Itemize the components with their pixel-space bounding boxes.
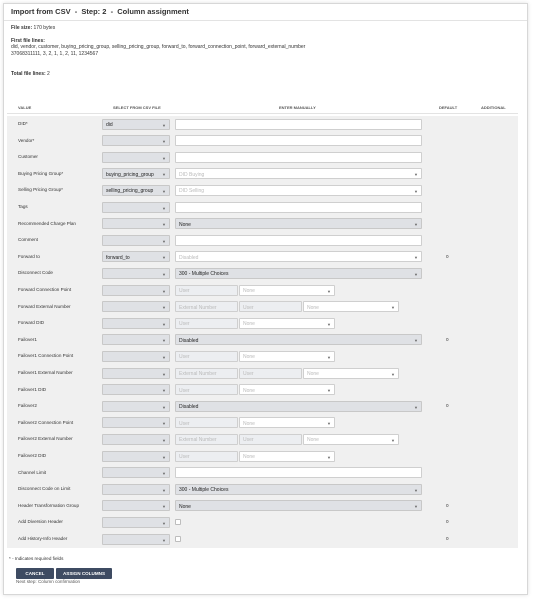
- external-number-input[interactable]: [175, 301, 238, 312]
- manual-select[interactable]: [175, 401, 422, 412]
- csv-select-value: selling_pricing_group: [106, 188, 154, 195]
- manual-select-value: DID Selling: [179, 188, 205, 195]
- chevron-down-icon: ▼: [327, 388, 331, 394]
- csv-column-select[interactable]: [102, 467, 170, 478]
- row-label: Failover2 External Number: [18, 436, 73, 442]
- table-row: [7, 249, 518, 266]
- table-row: [7, 415, 518, 432]
- row-label: Customer: [18, 154, 38, 160]
- external-number-placeholder: External Number: [179, 304, 217, 311]
- connection-select[interactable]: [303, 301, 399, 312]
- row-label: Comment: [18, 237, 38, 243]
- default-value: 0: [446, 519, 449, 525]
- connection-select[interactable]: [239, 417, 335, 428]
- col-select-csv: SELECT FROM CSV FILE: [113, 105, 161, 110]
- row-label: Recommended Charge Plan: [18, 220, 76, 226]
- chevron-down-icon: ▼: [162, 305, 166, 311]
- chevron-down-icon: ▼: [162, 338, 166, 344]
- user-placeholder: User: [179, 321, 190, 328]
- connection-select-value: None: [307, 437, 319, 444]
- chevron-down-icon: ▼: [414, 338, 418, 344]
- table-row: [7, 365, 518, 382]
- user-input[interactable]: [239, 301, 302, 312]
- external-number-placeholder: External Number: [179, 371, 217, 377]
- manual-select-value: None: [179, 221, 191, 228]
- required-note: * - Indicates required fields: [9, 556, 64, 561]
- table-row: [7, 332, 518, 349]
- table-row: [7, 299, 518, 316]
- table-row: [7, 199, 518, 216]
- manual-checkbox[interactable]: [175, 519, 181, 525]
- row-label: Forward Connection Point: [18, 287, 72, 292]
- table-row: [7, 348, 518, 365]
- manual-text-input[interactable]: [175, 119, 422, 130]
- row-label: Failover1 DID: [18, 386, 47, 392]
- external-number-input[interactable]: [175, 434, 238, 445]
- user-input[interactable]: [239, 368, 302, 379]
- chevron-down-icon: ▼: [162, 404, 166, 410]
- row-label: Failover1: [18, 336, 37, 342]
- chevron-down-icon: ▼: [391, 437, 395, 443]
- table-row: [7, 216, 518, 233]
- chevron-down-icon: ▼: [162, 238, 166, 244]
- connection-select-value: None: [243, 420, 255, 427]
- assign-columns-button[interactable]: ASSIGN COLUMNS: [56, 568, 112, 579]
- chevron-down-icon: ▼: [414, 487, 418, 493]
- chevron-down-icon: ▼: [162, 537, 166, 543]
- chevron-down-icon: ▼: [414, 504, 418, 510]
- chevron-down-icon: ▼: [162, 271, 166, 277]
- chevron-down-icon: ▼: [391, 305, 395, 311]
- chevron-down-icon: ▼: [162, 437, 166, 443]
- manual-text-input[interactable]: [175, 202, 422, 213]
- row-label: Failover2 DID: [18, 453, 47, 458]
- row-label: Selling Pricing Group*: [18, 187, 63, 193]
- manual-select-value: Disabled: [179, 404, 199, 411]
- user-placeholder: User: [243, 437, 254, 444]
- default-value: 0: [446, 403, 449, 409]
- row-label: Tags: [18, 204, 28, 209]
- user-placeholder: User: [179, 420, 190, 427]
- external-number-input[interactable]: [175, 368, 238, 379]
- table-row: [7, 431, 518, 448]
- csv-column-select[interactable]: [102, 152, 170, 163]
- chevron-down-icon: ▼: [162, 471, 166, 477]
- chevron-down-icon: ▼: [162, 354, 166, 360]
- first-line-1: did, vendor, customer, buying_pricing_group, selling_pricing_group, forward_to, forward_connection_point, forward_external_number: [11, 44, 306, 50]
- default-value: 0: [446, 253, 449, 259]
- chevron-down-icon: ▼: [162, 288, 166, 294]
- connection-select[interactable]: [303, 434, 399, 445]
- row-label: Forward External Number: [18, 303, 71, 309]
- csv-column-select[interactable]: [102, 285, 170, 296]
- chevron-down-icon: ▼: [162, 222, 166, 228]
- col-enter-manually: ENTER MANUALLY: [279, 105, 316, 110]
- user-placeholder: User: [179, 387, 190, 394]
- user-input[interactable]: [175, 384, 238, 395]
- chevron-down-icon: ▼: [162, 122, 166, 128]
- chevron-down-icon: ▼: [414, 404, 418, 410]
- chevron-down-icon: ▼: [162, 371, 166, 377]
- csv-column-select[interactable]: [102, 251, 170, 262]
- chevron-down-icon: ▼: [327, 354, 331, 360]
- user-input[interactable]: [175, 318, 238, 329]
- user-input[interactable]: [239, 434, 302, 445]
- manual-select-value: DID Buying: [179, 171, 205, 178]
- chevron-down-icon: ▼: [162, 321, 166, 327]
- table-row: [7, 315, 518, 332]
- table-row: [7, 498, 518, 515]
- row-label: Forward DID: [18, 320, 45, 326]
- csv-column-select[interactable]: [102, 334, 170, 345]
- manual-select[interactable]: [175, 251, 422, 262]
- chevron-down-icon: ▼: [414, 172, 418, 178]
- first-line-2: 37068311111, 3, 2, 1, 1, 2, 11, 1234567: [11, 50, 99, 57]
- row-label: Vendor*: [18, 137, 35, 143]
- chevron-down-icon: ▼: [327, 454, 331, 460]
- total-lines-label: Total file lines:: [11, 71, 46, 77]
- manual-select[interactable]: [175, 500, 422, 511]
- row-label: Header Transformation Group: [18, 502, 80, 508]
- next-step-text: Next step: Column confirmation: [16, 579, 81, 584]
- chevron-down-icon: ▼: [414, 188, 418, 194]
- manual-checkbox[interactable]: [175, 536, 181, 542]
- csv-column-select[interactable]: [102, 517, 170, 528]
- chevron-down-icon: ▼: [327, 421, 331, 427]
- chevron-down-icon: ▼: [162, 205, 166, 211]
- manual-select[interactable]: [175, 484, 422, 495]
- default-value: 0: [446, 336, 449, 342]
- default-value: 0: [446, 502, 449, 508]
- csv-column-select[interactable]: [102, 500, 170, 511]
- csv-column-select[interactable]: [102, 451, 170, 462]
- manual-select-value: 300 - Multiple Choices: [179, 271, 229, 278]
- cancel-button[interactable]: CANCEL: [16, 568, 54, 579]
- manual-text-input[interactable]: [175, 135, 422, 146]
- csv-column-select[interactable]: [102, 218, 170, 229]
- first-lines-label: First file lines:: [11, 37, 45, 44]
- table-row: [7, 116, 518, 133]
- row-label: Failover1 Connection Point: [18, 353, 74, 359]
- csv-column-select[interactable]: [102, 368, 170, 379]
- row-label: Failover2: [18, 403, 37, 409]
- table-row: [7, 465, 518, 482]
- csv-column-select[interactable]: [102, 185, 170, 196]
- table-row: [7, 448, 518, 465]
- manual-text-input[interactable]: [175, 235, 422, 246]
- table-row: [7, 182, 518, 199]
- chevron-down-icon: ▼: [162, 421, 166, 427]
- manual-text-input[interactable]: [175, 152, 422, 163]
- chevron-down-icon: ▼: [414, 222, 418, 228]
- chevron-down-icon: ▼: [162, 454, 166, 460]
- table-row: [7, 514, 518, 531]
- row-label: Failover2 Connection Point: [18, 419, 74, 425]
- row-label: Add Diversion Header: [18, 519, 63, 525]
- csv-column-select[interactable]: [102, 434, 170, 445]
- csv-column-select[interactable]: [102, 401, 170, 412]
- chevron-down-icon: ▼: [162, 155, 166, 161]
- manual-select[interactable]: [175, 334, 422, 345]
- col-default: DEFAULT: [439, 105, 458, 110]
- external-number-placeholder: External Number: [179, 437, 217, 444]
- manual-select[interactable]: [175, 168, 422, 179]
- default-value: 0: [446, 536, 449, 541]
- user-placeholder: User: [179, 288, 190, 294]
- connection-select[interactable]: [239, 351, 335, 362]
- manual-select-value: 300 - Multiple Choices: [179, 487, 229, 494]
- table-row: [7, 232, 518, 249]
- csv-column-select[interactable]: [102, 168, 170, 179]
- csv-column-select[interactable]: [102, 534, 170, 545]
- user-placeholder: User: [243, 371, 254, 377]
- manual-select-value: Disabled: [179, 337, 199, 344]
- row-label: Disconnect Code on Limit: [18, 486, 71, 492]
- csv-select-value: buying_pricing_group: [106, 171, 154, 178]
- user-input[interactable]: [175, 351, 238, 362]
- csv-column-select[interactable]: [102, 417, 170, 428]
- connection-select[interactable]: [239, 285, 335, 296]
- table-row: [7, 382, 518, 399]
- table-header: [7, 102, 518, 114]
- csv-column-select[interactable]: [102, 318, 170, 329]
- csv-select-value: did: [106, 122, 113, 128]
- chevron-down-icon: ▼: [327, 288, 331, 294]
- file-size-value: 170 bytes: [33, 25, 56, 31]
- connection-select-value: None: [243, 321, 255, 328]
- row-label: Buying Pricing Group*: [18, 170, 64, 176]
- connection-select-value: None: [243, 454, 255, 460]
- chevron-down-icon: ▼: [162, 487, 166, 493]
- csv-column-select[interactable]: [102, 301, 170, 312]
- connection-select[interactable]: [239, 451, 335, 462]
- file-info: [4, 21, 527, 78]
- chevron-down-icon: ▼: [414, 255, 418, 261]
- connection-select-value: None: [243, 354, 255, 361]
- table-row: [7, 398, 518, 415]
- connection-select-value: None: [307, 371, 319, 377]
- connection-select-value: None: [307, 304, 319, 311]
- chevron-down-icon: ▼: [162, 520, 166, 526]
- chevron-down-icon: ▼: [162, 172, 166, 178]
- page-title: Import from CSV - Step: 2 - Column assignment: [4, 4, 527, 21]
- csv-column-select[interactable]: [102, 484, 170, 495]
- connection-select[interactable]: [239, 318, 335, 329]
- table-row: [7, 282, 518, 299]
- manual-select[interactable]: [175, 268, 422, 279]
- csv-select-value: forward_to: [106, 254, 130, 261]
- chevron-down-icon: ▼: [327, 321, 331, 327]
- user-input[interactable]: [175, 285, 238, 296]
- user-input[interactable]: [175, 451, 238, 462]
- user-placeholder: User: [179, 354, 190, 361]
- row-label: DID*: [18, 121, 28, 126]
- chevron-down-icon: ▼: [162, 504, 166, 510]
- manual-text-input[interactable]: [175, 467, 422, 478]
- row-label: Failover1 External Number: [18, 370, 73, 375]
- col-additional: ADDITIONAL: [481, 105, 506, 110]
- connection-select[interactable]: [239, 384, 335, 395]
- csv-column-select[interactable]: [102, 351, 170, 362]
- table-row: [7, 265, 518, 282]
- manual-select[interactable]: [175, 185, 422, 196]
- csv-column-select[interactable]: [102, 268, 170, 279]
- table-row: [7, 133, 518, 150]
- chevron-down-icon: ▼: [162, 255, 166, 261]
- chevron-down-icon: ▼: [391, 371, 395, 377]
- col-value: VALUE: [18, 105, 32, 110]
- connection-select[interactable]: [303, 368, 399, 379]
- chevron-down-icon: ▼: [162, 188, 166, 194]
- connection-select-value: None: [243, 387, 255, 394]
- assignment-rows: [7, 116, 518, 548]
- user-input[interactable]: [175, 417, 238, 428]
- total-lines-value: 2: [47, 71, 50, 77]
- row-label: Add History-Info Header: [18, 536, 68, 541]
- row-label: Disconnect Code: [18, 270, 53, 276]
- user-placeholder: User: [243, 304, 254, 311]
- row-label: Channel Limit: [18, 469, 47, 475]
- csv-column-select[interactable]: [102, 119, 170, 130]
- table-row: [7, 481, 518, 498]
- csv-column-select[interactable]: [102, 135, 170, 146]
- chevron-down-icon: ▼: [162, 139, 166, 145]
- csv-column-select[interactable]: [102, 202, 170, 213]
- file-size-label: File size:: [11, 25, 33, 31]
- connection-select-value: None: [243, 288, 255, 294]
- csv-column-select[interactable]: [102, 384, 170, 395]
- table-row: [7, 166, 518, 183]
- manual-select-value: Disabled: [179, 254, 199, 261]
- table-row: [7, 531, 518, 548]
- row-label: Forward to: [18, 253, 40, 259]
- chevron-down-icon: ▼: [162, 388, 166, 394]
- manual-select[interactable]: [175, 218, 422, 229]
- csv-column-select[interactable]: [102, 235, 170, 246]
- user-placeholder: User: [179, 454, 190, 460]
- chevron-down-icon: ▼: [414, 271, 418, 277]
- manual-select-value: None: [179, 503, 191, 510]
- table-row: [7, 149, 518, 166]
